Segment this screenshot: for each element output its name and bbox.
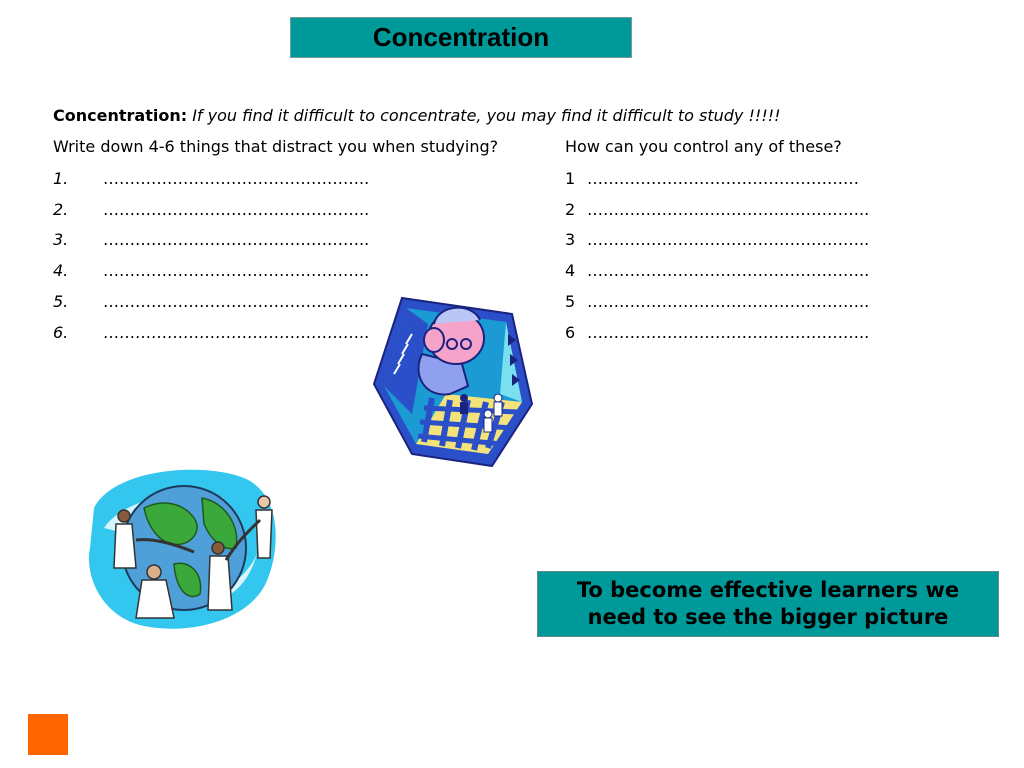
title-banner: [290, 17, 632, 58]
answer-blank: …………………………………………..: [103, 169, 370, 188]
globe-people-clipart: [84, 468, 280, 633]
answer-blank: …………………………………………..: [103, 261, 370, 280]
page-title: Concentration: [372, 22, 550, 52]
item-number: 2: [565, 200, 576, 219]
chess-player-clipart: [372, 294, 534, 470]
intro-label: Concentration:: [53, 106, 188, 125]
item-number: 1.: [53, 169, 69, 188]
answer-blank: …………………………………………..: [103, 230, 370, 249]
answer-blank: ……………………………………………..: [587, 323, 870, 342]
answer-blank: ……………………………………………: [587, 169, 859, 188]
answer-blank: …………………………………………..: [103, 323, 370, 342]
answer-blank: ……………………………………………..: [587, 200, 870, 219]
item-number: 5.: [53, 292, 69, 311]
item-number: 6.: [53, 323, 69, 342]
answer-blank: …………………………………………..: [103, 292, 370, 311]
left-column-heading: Write down 4-6 things that distract you when studying?: [53, 137, 499, 156]
item-number: 4.: [53, 261, 69, 280]
item-number: 6: [565, 323, 576, 342]
item-number: 3.: [53, 230, 69, 249]
item-number: 4: [565, 261, 576, 280]
item-number: 3: [565, 230, 576, 249]
answer-blank: ……………………………………………..: [587, 230, 870, 249]
intro-line: [53, 106, 781, 125]
item-number: 5: [565, 292, 576, 311]
item-number: 2.: [53, 200, 69, 219]
right-column-heading: How can you control any of these?: [565, 137, 842, 156]
intro-text: If you find it difficult to concentrate, you may find it difficult to study !!!!!: [192, 106, 781, 125]
answer-blank: ……………………………………………..: [587, 261, 870, 280]
bigger-picture-callout: [537, 571, 999, 637]
item-number: 1: [565, 169, 576, 188]
answer-blank: ……………………………………………..: [587, 292, 870, 311]
callout-text: To become effective learners we need to see the bigger picture: [576, 578, 960, 629]
orange-corner-square: [28, 714, 68, 755]
answer-blank: …………………………………………..: [103, 200, 370, 219]
